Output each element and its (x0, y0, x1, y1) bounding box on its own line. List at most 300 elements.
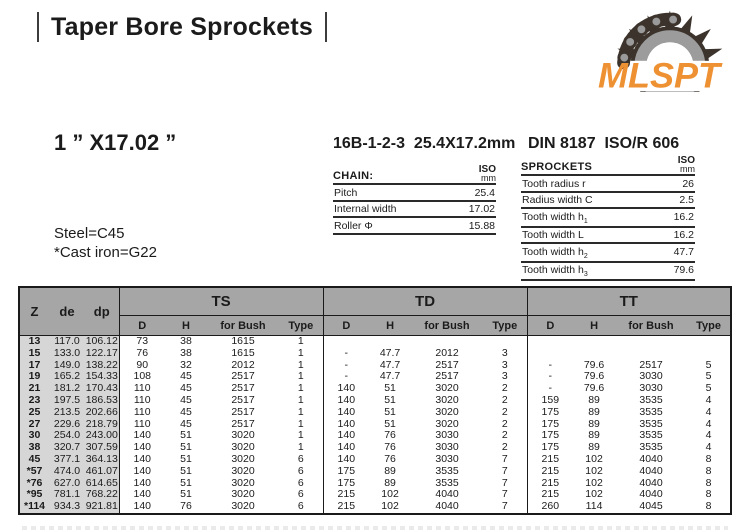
cell-ts-3: 6 (297, 453, 304, 465)
footer-faint-text (22, 526, 728, 530)
spec-row (521, 228, 695, 245)
cell-de: 149.0 (49, 360, 85, 372)
cell-z: 15 (19, 348, 49, 360)
title-left-bar (37, 12, 39, 42)
col-header-dp: dp (85, 287, 119, 336)
spec-row (333, 185, 496, 202)
cell-td-0: 140 (323, 419, 369, 431)
cell-ts-2: 2517 (231, 394, 255, 406)
cell-tt-1: 102 (585, 489, 603, 501)
cell-z: 23 (19, 395, 49, 407)
cell-tt-3: 8 (705, 489, 712, 501)
cell-tt-3: 5 (705, 359, 712, 371)
cell-z: 17 (19, 360, 49, 372)
cell-td-2: 4040 (435, 501, 459, 513)
cell-ts-0: 110 (119, 395, 165, 407)
table-row (19, 371, 731, 383)
cell-ts-1: 51 (180, 465, 192, 477)
cell-de: 934.3 (49, 501, 85, 514)
cell-td-3: 2 (501, 406, 508, 418)
cell-td-0: 175 (323, 466, 369, 478)
cell-dp: 154.33 (85, 371, 118, 383)
cell-tt-1: 79.6 (583, 371, 605, 383)
cell-ts-1: 38 (180, 347, 192, 359)
cell-tt-1: 79.6 (583, 359, 605, 371)
cell-tt-2: 3535 (639, 418, 663, 430)
cell-td-2: 3020 (435, 383, 459, 395)
cell-td-1: 102 (381, 489, 399, 501)
iso-unit-label: ISO (677, 155, 695, 166)
cell-tt-2: 4040 (639, 489, 663, 501)
sprockets-spec-header (521, 157, 695, 176)
cell-ts-3: 6 (297, 477, 304, 489)
cell-tt-1: 79.6 (583, 383, 605, 395)
cell-tt-0: 215 (527, 466, 573, 478)
cell-de: 197.5 (49, 395, 85, 407)
cell-tt-1: 89 (588, 430, 600, 442)
cell-tt-0: 175 (527, 430, 573, 442)
cell-z: 19 (19, 371, 49, 383)
cell-ts-1: 51 (180, 489, 192, 501)
subheader-for-bush: for Bush (411, 316, 483, 336)
table-row (19, 407, 731, 419)
table-row (19, 419, 731, 431)
cell-de: 181.2 (49, 383, 85, 395)
cell-td-2: 3535 (435, 477, 459, 489)
cell-ts-2: 1615 (231, 347, 255, 359)
cell-z: *76 (19, 478, 49, 490)
spec-label: Internal width (334, 203, 397, 215)
cell-td-0: 140 (323, 383, 369, 395)
page-title: Taper Bore Sprockets (51, 12, 313, 41)
brand-logo (597, 4, 725, 92)
cell-ts-3: 1 (297, 383, 304, 395)
cell-td-1: 47.7 (379, 371, 401, 383)
cell-td-2: 3535 (435, 465, 459, 477)
mm-unit-label: mm (680, 164, 695, 174)
spec-row (333, 218, 496, 235)
cell-de: 377.1 (49, 454, 85, 466)
cell-td-3: 7 (501, 465, 508, 477)
cell-ts-2: 3020 (231, 430, 255, 442)
cell-td-1: 47.7 (379, 347, 401, 359)
cell-tt-0: 215 (527, 478, 573, 490)
cell-tt-3: 4 (705, 394, 712, 406)
cell-ts-1: 45 (180, 383, 192, 395)
subheader-for-bush: for Bush (207, 316, 279, 336)
cell-td-0: - (323, 360, 369, 372)
cell-ts-0: 73 (119, 336, 165, 348)
cell-ts-3: 6 (297, 501, 304, 513)
iso-unit-label: ISO (478, 164, 496, 175)
spec-row (521, 244, 695, 263)
table-row (19, 430, 731, 442)
table-row (19, 442, 731, 454)
cell-de: 117.0 (49, 336, 85, 348)
cell-td-3: 2 (501, 383, 508, 395)
cell-tt-0: 159 (527, 395, 573, 407)
cell-td-0: 140 (323, 442, 369, 454)
cell-tt-2: 4040 (639, 465, 663, 477)
cell-tt-2: 3030 (639, 383, 663, 395)
table-row (19, 336, 731, 348)
cell-ts-2: 3020 (231, 442, 255, 454)
cell-td-2: 3030 (435, 442, 459, 454)
cell-ts-3: 1 (297, 371, 304, 383)
cell-dp: 218.79 (85, 418, 118, 430)
cell-td-3: 2 (501, 442, 508, 454)
cell-ts-3: 1 (297, 347, 304, 359)
cell-td-3: 2 (501, 430, 508, 442)
cell-ts-2: 1615 (231, 335, 255, 347)
cell-ts-1: 45 (180, 371, 192, 383)
sprockets-header-label: SPROCKETS (521, 161, 593, 173)
cell-tt-1: 89 (588, 406, 600, 418)
cell-tt-1 (573, 336, 615, 348)
cell-td-0 (323, 336, 369, 348)
cell-dp: 921.81 (85, 501, 118, 513)
cell-tt-0 (527, 336, 573, 348)
cell-z: 13 (19, 336, 49, 348)
cell-dp: 106.12 (85, 335, 118, 347)
cell-td-3 (483, 336, 527, 348)
cell-tt-3: 8 (705, 465, 712, 477)
spec-label: Tooth width $h_2$ (522, 245, 588, 260)
subheader-h: H (165, 316, 207, 336)
size-heading: 1 ” X17.02 ” (54, 130, 177, 155)
cell-de: 165.2 (49, 371, 85, 383)
unit-label (678, 157, 695, 173)
chain-spec-header (333, 166, 496, 185)
cell-ts-0: 140 (119, 442, 165, 454)
cell-td-1: 89 (384, 465, 396, 477)
cell-tt-3: 4 (705, 406, 712, 418)
cell-td-1: 51 (384, 394, 396, 406)
cell-td-0: - (323, 348, 369, 360)
cell-ts-0: 110 (119, 407, 165, 419)
cell-td-3: 7 (501, 477, 508, 489)
cell-ts-2: 2517 (231, 418, 255, 430)
cell-z: 27 (19, 419, 49, 431)
cell-ts-1: 45 (180, 418, 192, 430)
cell-td-1: 51 (384, 383, 396, 395)
cell-td-3: 3 (501, 347, 508, 359)
cell-td-3: 2 (501, 394, 508, 406)
cell-de: 229.6 (49, 419, 85, 431)
cell-tt-3: 4 (705, 418, 712, 430)
cell-de: 213.5 (49, 407, 85, 419)
cell-de: 627.0 (49, 478, 85, 490)
subheader-d: D (323, 316, 369, 336)
cell-ts-2: 2012 (231, 359, 255, 371)
spec-value: 2.5 (679, 194, 694, 206)
cell-ts-1: 45 (180, 406, 192, 418)
cell-ts-2: 3020 (231, 477, 255, 489)
subheader-type: Type (279, 316, 323, 336)
cell-ts-1: 45 (180, 394, 192, 406)
cell-tt-0: 215 (527, 489, 573, 501)
cell-td-0: 140 (323, 430, 369, 442)
cell-tt-2: 2517 (639, 359, 663, 371)
cell-tt-2: 3535 (639, 430, 663, 442)
table-row (19, 489, 731, 501)
cell-tt-3: 5 (705, 371, 712, 383)
spec-value: 47.7 (673, 245, 694, 258)
cell-ts-0: 140 (119, 466, 165, 478)
cell-tt-3: 4 (705, 442, 712, 454)
table-row (19, 501, 731, 514)
spec-value: 25.4 (474, 186, 495, 199)
cell-dp: 122.17 (85, 347, 118, 359)
cell-dp: 138.22 (85, 359, 118, 371)
main-table-body (19, 336, 731, 514)
group-header-ts: TS (119, 287, 323, 316)
cell-dp: 170.43 (85, 383, 118, 395)
cell-de: 781.1 (49, 489, 85, 501)
cell-ts-1: 51 (180, 477, 192, 489)
standard-heading: DIN 8187 ISO/R 606 (528, 135, 680, 152)
cell-tt-3: 8 (705, 453, 712, 465)
col-header-z: Z (19, 287, 49, 336)
cell-z: 25 (19, 407, 49, 419)
cell-td-3: 7 (501, 501, 508, 513)
cell-tt-0: - (527, 360, 573, 372)
unit-label (479, 166, 496, 182)
cell-ts-0: 140 (119, 478, 165, 490)
subheader-type: Type (483, 316, 527, 336)
cell-td-1: 102 (381, 501, 399, 513)
cell-ts-0: 140 (119, 501, 165, 514)
table-row (19, 466, 731, 478)
cell-dp: 364.13 (85, 453, 118, 465)
cell-td-1: 47.7 (379, 359, 401, 371)
cell-td-0: 175 (323, 478, 369, 490)
cell-tt-2: 3535 (639, 442, 663, 454)
spec-value: 26 (682, 177, 694, 190)
cell-z: *95 (19, 489, 49, 501)
cell-tt-3: 5 (705, 383, 712, 395)
spec-row (333, 202, 496, 219)
cell-dp: 614.65 (85, 477, 118, 489)
cell-ts-0: 140 (119, 454, 165, 466)
cell-tt-0: - (527, 371, 573, 383)
cell-ts-3: 1 (297, 406, 304, 418)
cell-td-2: 3020 (435, 418, 459, 430)
cell-ts-2: 3020 (231, 489, 255, 501)
cell-ts-1: 51 (180, 453, 192, 465)
cell-tt-1: 114 (585, 501, 603, 513)
spec-label: Tooth width $h_3$ (522, 264, 588, 279)
chain-spec-table (333, 166, 496, 235)
table-row (19, 383, 731, 395)
cell-td-3: 7 (501, 453, 508, 465)
spec-label: Tooth radius r (522, 177, 586, 190)
spec-row (521, 176, 695, 193)
cell-tt-3: 8 (705, 477, 712, 489)
cell-ts-2: 2517 (231, 406, 255, 418)
spec-row (521, 193, 695, 210)
cell-ts-0: 140 (119, 489, 165, 501)
spec-value: 16.2 (673, 210, 694, 223)
cell-tt-0 (527, 348, 573, 360)
sprockets-spec-table (521, 157, 695, 281)
cell-dp: 461.07 (85, 465, 118, 477)
cell-td-1 (369, 336, 411, 348)
page-header (37, 12, 327, 42)
table-row (19, 360, 731, 372)
spec-label: Tooth width L (522, 229, 584, 242)
cell-ts-3: 1 (297, 430, 304, 442)
group-header-tt: TT (527, 287, 731, 316)
cell-ts-3: 6 (297, 465, 304, 477)
sprocket-chain-icon (597, 4, 725, 92)
table-row (19, 454, 731, 466)
cell-ts-1: 32 (180, 359, 192, 371)
cell-td-3: 3 (501, 371, 508, 383)
cell-ts-3: 1 (297, 418, 304, 430)
cell-dp: 768.22 (85, 489, 118, 501)
cell-td-2: 3020 (435, 394, 459, 406)
mm-unit-label: mm (481, 173, 496, 183)
group-header-td: TD (323, 287, 527, 316)
spec-row (521, 263, 695, 282)
cell-z: *57 (19, 466, 49, 478)
cell-td-1: 76 (384, 453, 396, 465)
cell-ts-0: 90 (119, 360, 165, 372)
cell-tt-2 (615, 336, 687, 348)
cell-td-2: 3030 (435, 453, 459, 465)
cell-td-3: 2 (501, 418, 508, 430)
spec-label: Radius width C (522, 194, 593, 206)
cell-td-2 (411, 336, 483, 348)
cell-td-1: 51 (384, 406, 396, 418)
cell-td-0: - (323, 371, 369, 383)
cell-ts-3: 1 (297, 394, 304, 406)
spec-label: Tooth width $h_1$ (522, 210, 588, 225)
cell-tt-2: 4045 (639, 501, 663, 513)
table-row (19, 395, 731, 407)
cell-tt-1: 89 (588, 442, 600, 454)
cell-td-2: 2517 (435, 359, 459, 371)
chain-header-label: CHAIN: (333, 170, 374, 182)
cell-ts-3: 1 (297, 359, 304, 371)
material-notes (54, 224, 157, 262)
subheader-h: H (573, 316, 615, 336)
cell-tt-2: 3535 (639, 394, 663, 406)
cell-tt-1: 102 (585, 453, 603, 465)
cell-tt-3 (687, 348, 731, 360)
cell-z: *114 (19, 501, 49, 514)
cell-ts-0: 76 (119, 348, 165, 360)
cell-tt-2: 4040 (639, 453, 663, 465)
cell-de: 320.7 (49, 442, 85, 454)
cell-tt-1: 89 (588, 418, 600, 430)
cell-tt-2: 4040 (639, 477, 663, 489)
spec-value: 16.2 (673, 229, 694, 242)
cell-z: 30 (19, 430, 49, 442)
material-note-cast-iron: *Cast iron=G22 (54, 244, 157, 261)
cell-dp: 243.00 (85, 430, 118, 442)
cell-tt-2: 3535 (639, 406, 663, 418)
cell-tt-0: 175 (527, 407, 573, 419)
cell-ts-2: 2517 (231, 383, 255, 395)
cell-ts-0: 108 (119, 371, 165, 383)
cell-z: 45 (19, 454, 49, 466)
cell-ts-1: 76 (180, 501, 192, 513)
spec-value: 79.6 (673, 264, 694, 277)
cell-tt-0: - (527, 383, 573, 395)
subheader-d: D (119, 316, 165, 336)
cell-tt-2 (615, 348, 687, 360)
cell-ts-1: 51 (180, 430, 192, 442)
subheader-type: Type (687, 316, 731, 336)
cell-de: 254.0 (49, 430, 85, 442)
spec-value: 17.02 (468, 203, 495, 215)
cell-tt-0: 215 (527, 454, 573, 466)
cell-dp: 202.66 (85, 406, 118, 418)
title-right-bar (325, 12, 327, 42)
cell-ts-1: 38 (180, 335, 192, 347)
cell-dp: 186.53 (85, 394, 118, 406)
cell-tt-2: 3030 (639, 371, 663, 383)
cell-tt-1: 89 (588, 394, 600, 406)
cell-tt-3: 4 (705, 430, 712, 442)
chain-size-heading: 16B-1-2-3 25.4X17.2mm (333, 135, 516, 152)
cell-td-0: 215 (323, 501, 369, 514)
brand-text: MLSPT (597, 55, 724, 92)
cell-td-0: 140 (323, 407, 369, 419)
cell-td-2: 3020 (435, 406, 459, 418)
cell-tt-0: 175 (527, 419, 573, 431)
cell-td-2: 2517 (435, 371, 459, 383)
cell-td-2: 2012 (435, 347, 459, 359)
cell-td-1: 76 (384, 442, 396, 454)
subheader-for-bush: for Bush (615, 316, 687, 336)
cell-td-2: 3030 (435, 430, 459, 442)
cell-ts-3: 1 (297, 335, 304, 347)
cell-tt-1 (573, 348, 615, 360)
cell-ts-2: 3020 (231, 465, 255, 477)
col-header-de: de (49, 287, 85, 336)
cell-td-1: 51 (384, 418, 396, 430)
spec-label: Pitch (334, 186, 358, 199)
cell-tt-3 (687, 336, 731, 348)
cell-ts-2: 3020 (231, 501, 255, 513)
spec-row (521, 209, 695, 228)
cell-ts-1: 51 (180, 442, 192, 454)
spec-value: 15.88 (468, 219, 495, 232)
cell-tt-0: 175 (527, 442, 573, 454)
cell-de: 474.0 (49, 466, 85, 478)
subheader-d: D (527, 316, 573, 336)
cell-tt-0: 260 (527, 501, 573, 514)
cell-td-2: 4040 (435, 489, 459, 501)
cell-td-1: 76 (384, 430, 396, 442)
cell-td-1: 89 (384, 477, 396, 489)
cell-de: 133.0 (49, 348, 85, 360)
subheader-h: H (369, 316, 411, 336)
cell-ts-0: 140 (119, 430, 165, 442)
cell-ts-2: 2517 (231, 371, 255, 383)
cell-ts-0: 110 (119, 383, 165, 395)
cell-td-3: 3 (501, 359, 508, 371)
cell-z: 21 (19, 383, 49, 395)
cell-dp: 307.59 (85, 442, 118, 454)
cell-ts-0: 110 (119, 419, 165, 431)
cell-ts-3: 6 (297, 489, 304, 501)
table-row (19, 478, 731, 490)
cell-td-0: 140 (323, 454, 369, 466)
